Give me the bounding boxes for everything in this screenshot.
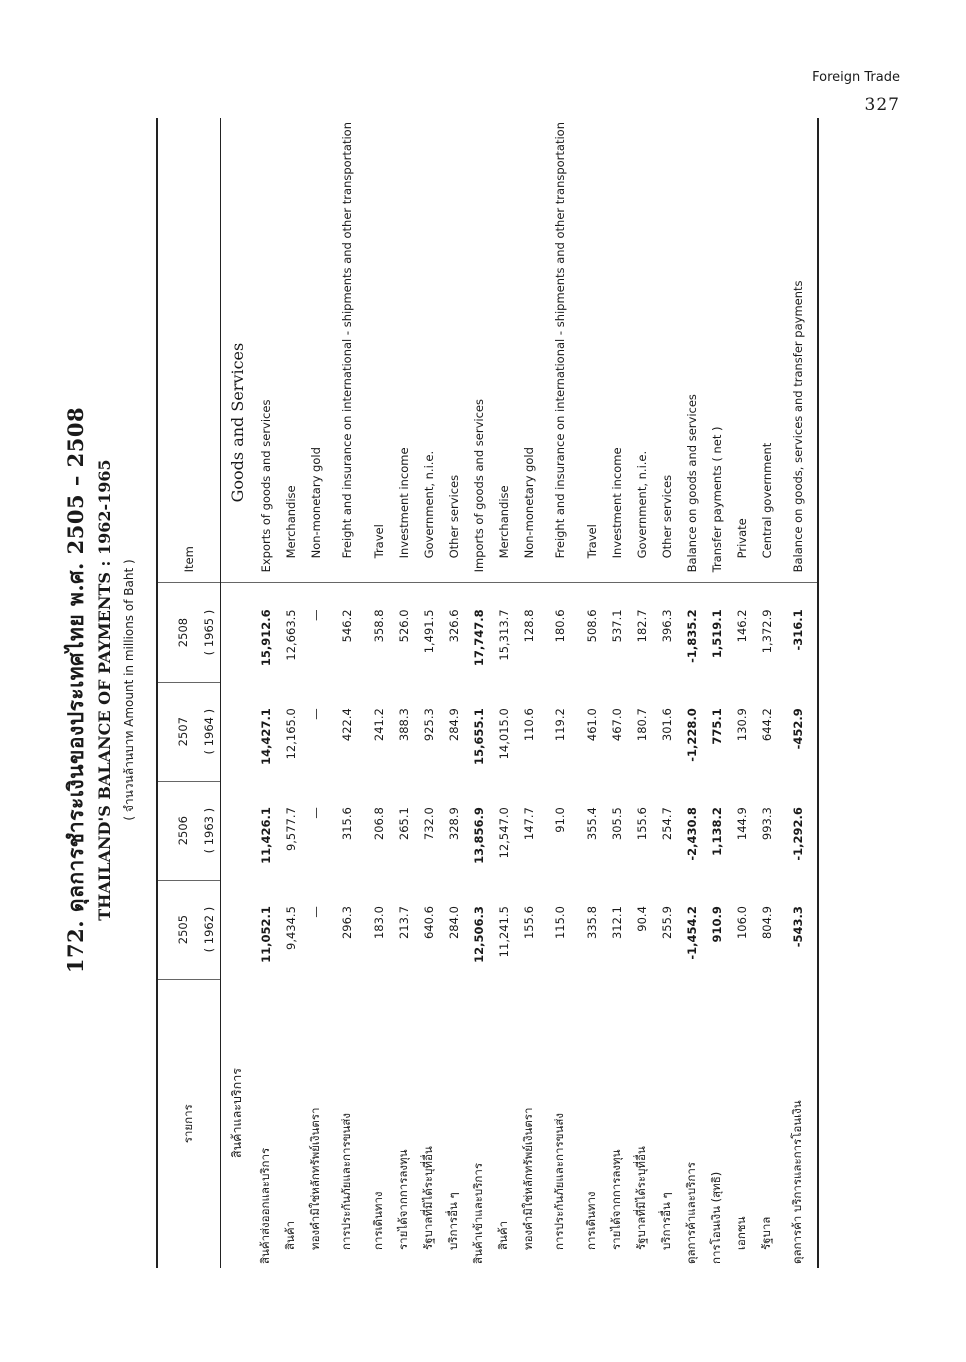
row-label-english: Government, n.i.e. — [416, 118, 441, 583]
cell-value: 14,015.0 — [496, 708, 511, 760]
cell-value: 335.8 — [584, 906, 599, 940]
column-header-english: Item — [157, 118, 221, 583]
cell-value: 358.8 — [371, 609, 386, 643]
row-label-english: Non-monetary gold — [303, 118, 328, 583]
row-label-english: Investment income — [391, 118, 416, 583]
cell-value: 241.2 — [371, 708, 386, 742]
cell-value: -1,292.6 — [779, 781, 818, 880]
cell-value: 11,052.1 — [258, 906, 273, 963]
cell-value: 115.0 — [553, 906, 567, 940]
row-label-english: Exports of goods and services — [253, 118, 278, 583]
row-label-english: Freight and insurance on international - shipments and other transportation — [541, 118, 579, 583]
cell-value: 106.0 — [734, 906, 749, 940]
year-be: 2508 — [176, 617, 190, 648]
row-label-thai: ทองคำมิใช่หลักทรัพย์เงินตรา — [307, 1107, 322, 1250]
year-be: 2506 — [176, 815, 190, 846]
cell-value: 284.9 — [446, 708, 461, 742]
table-row — [466, 118, 491, 1268]
cell-value: 9,577.7 — [283, 807, 298, 852]
cell-value: 213.7 — [396, 906, 411, 940]
row-label-thai: รัฐบาล — [758, 1216, 773, 1250]
cell-value: 284.0 — [446, 906, 461, 940]
cell-value: 90.4 — [634, 906, 649, 932]
cell-value: 640.6 — [421, 906, 436, 940]
cell-value: 508.6 — [584, 609, 599, 643]
cell-value: 13,856.9 — [471, 807, 486, 864]
column-header-thai: รายการ — [157, 979, 221, 1268]
column-header-year-4 — [157, 583, 221, 682]
cell-value: 255.9 — [659, 906, 674, 940]
row-label-thai: รายได้จากการลงทุน — [395, 1149, 410, 1250]
cell-value: 183.0 — [371, 906, 386, 940]
year-ce: ( 1964 ) — [202, 708, 216, 755]
table-row — [679, 118, 704, 1268]
cell-value: -452.9 — [779, 682, 818, 781]
column-header-year-2 — [157, 781, 221, 880]
cell-value: 301.6 — [659, 708, 674, 742]
row-label-english: Travel — [579, 118, 604, 583]
cell-value: 732.0 — [421, 807, 436, 841]
row-label-english: Non-monetary gold — [516, 118, 541, 583]
cell-value: 12,547.0 — [496, 807, 511, 859]
cell-value: 910.9 — [709, 906, 724, 943]
row-label-english: Balance on goods and services — [679, 118, 704, 583]
cell-value: 147.7 — [521, 807, 536, 841]
title-thai: 172. ดุลการชำระเงินของประเทศไทย พ.ศ. 2505 – 2508 — [63, 406, 88, 974]
table-row — [416, 118, 441, 1268]
row-label-english: Other services — [441, 118, 466, 583]
row-label-english: Freight and insurance on international - shipments and other transportation — [328, 118, 366, 583]
section-title: Foreign Trade — [812, 70, 900, 85]
row-label-thai: ดุลการค้า บริการและการโอนเงิน — [779, 979, 818, 1268]
cell-value: 355.4 — [584, 807, 599, 841]
cell-value: 182.7 — [634, 609, 649, 643]
cell-value: 9,434.5 — [283, 906, 298, 950]
row-label-thai: การประกันภัยและการขนส่ง — [552, 1113, 566, 1250]
cell-value: — — [308, 609, 323, 621]
year-ce: ( 1965 ) — [202, 609, 216, 656]
table-row — [491, 118, 516, 1268]
cell-value: 328.9 — [446, 807, 461, 841]
row-label-thai: รัฐบาลที่มิได้ระบุที่อื่น — [420, 1146, 435, 1250]
row-label-english: Merchandise — [491, 118, 516, 583]
year-ce: ( 1962 ) — [202, 906, 216, 953]
cell-value: 804.9 — [759, 906, 774, 940]
cell-value: 11,241.5 — [496, 906, 511, 958]
table-title-block — [60, 80, 139, 1300]
cell-value: 128.8 — [521, 609, 536, 643]
row-label-thai: การโอนเงิน (สุทธิ) — [708, 1171, 723, 1264]
cell-value: 775.1 — [709, 708, 724, 745]
row-label-thai: สินค้า — [495, 1220, 510, 1250]
row-label-english: Other services — [654, 118, 679, 583]
table-row — [729, 118, 754, 1268]
row-label-thai: เอกชน — [733, 1216, 748, 1250]
cell-value: 312.1 — [609, 906, 624, 940]
cell-value: -2,430.8 — [684, 807, 699, 861]
row-label-thai: ดุลการค้าและบริการ — [683, 1162, 698, 1264]
table-row — [391, 118, 416, 1268]
table-body — [221, 118, 819, 1268]
row-label-thai: บริการอื่น ๆ — [658, 1192, 673, 1250]
cell-value: 265.1 — [396, 807, 411, 841]
column-header-year-1 — [157, 880, 221, 979]
cell-value: 144.9 — [734, 807, 749, 841]
header-row — [157, 118, 221, 1268]
cell-value: 537.1 — [609, 609, 624, 643]
cell-value: 1,491.5 — [421, 609, 436, 654]
row-label-thai: การประกันภัยและการขนส่ง — [339, 1113, 353, 1250]
cell-value: 15,313.7 — [496, 609, 511, 661]
row-label-thai: การเดินทาง — [370, 1191, 385, 1250]
unit-note: ( จำนวนล้านบาท Amount in millions of Baht ) — [122, 559, 136, 821]
cell-value: 12,506.3 — [471, 906, 486, 963]
cell-value: -1,454.2 — [684, 906, 699, 960]
row-label-english: Investment income — [604, 118, 629, 583]
year-be: 2505 — [176, 914, 190, 945]
cell-value: 155.6 — [521, 906, 536, 940]
cell-value: 15,912.6 — [258, 609, 273, 667]
table-row — [704, 118, 729, 1268]
table-row — [629, 118, 654, 1268]
row-label-thai: รัฐบาลที่มิได้ระบุที่อื่น — [633, 1146, 648, 1250]
cell-value: 254.7 — [659, 807, 674, 841]
page-number: 327 — [864, 95, 900, 115]
cell-value: 180.6 — [553, 609, 567, 643]
row-label-thai: สินค้าเข้าและบริการ — [470, 1163, 485, 1264]
cell-value: 546.2 — [340, 609, 354, 643]
row-label-english: Transfer payments ( net ) — [704, 118, 729, 583]
table-row — [779, 118, 818, 1268]
cell-value: 11,426.1 — [258, 807, 273, 864]
cell-value: -543.3 — [779, 880, 818, 979]
cell-value: 1,138.2 — [709, 807, 724, 856]
table-row — [754, 118, 779, 1268]
row-label-thai: ทองคำมิใช่หลักทรัพย์เงินตรา — [520, 1107, 535, 1250]
cell-value: 110.6 — [521, 708, 536, 742]
cell-value: 296.3 — [340, 906, 354, 940]
table-row — [278, 118, 303, 1268]
title-english: THAILAND'S BALANCE OF PAYMENTS : 1962-1965 — [95, 459, 114, 921]
cell-value: 461.0 — [584, 708, 599, 742]
cell-value: 130.9 — [734, 708, 749, 742]
row-label-english: Private — [729, 118, 754, 583]
table-row — [441, 118, 466, 1268]
cell-value: 180.7 — [634, 708, 649, 742]
column-header-year-3 — [157, 682, 221, 781]
row-label-thai: การเดินทาง — [583, 1191, 598, 1250]
cell-value: 15,655.1 — [471, 708, 486, 765]
row-label-english: Goods and Services — [221, 118, 254, 583]
cell-value: 146.2 — [734, 609, 749, 643]
cell-value: 326.6 — [446, 609, 461, 643]
rotated-table-page — [60, 80, 910, 1300]
cell-value: -1,835.2 — [684, 609, 699, 663]
table-row — [579, 118, 604, 1268]
cell-value: 925.3 — [421, 708, 436, 742]
cell-value — [221, 682, 254, 781]
table-row — [654, 118, 679, 1268]
table-row — [303, 118, 328, 1268]
row-label-english: Government, n.i.e. — [629, 118, 654, 583]
row-label-english: Imports of goods and services — [466, 118, 491, 583]
row-label-english: Merchandise — [278, 118, 303, 583]
row-label-thai: สินค้าและบริการ — [229, 1068, 244, 1158]
table-row — [516, 118, 541, 1268]
row-label-thai: บริการอื่น ๆ — [445, 1192, 460, 1250]
cell-value — [221, 583, 254, 682]
row-label-english: Central government — [754, 118, 779, 583]
year-ce: ( 1963 ) — [202, 807, 216, 854]
cell-value: -1,228.0 — [684, 708, 699, 762]
cell-value: — — [308, 807, 323, 819]
cell-value: 1,372.9 — [759, 609, 774, 654]
cell-value: 17,747.8 — [471, 609, 486, 667]
table-row — [541, 118, 579, 1268]
cell-value: 422.4 — [340, 708, 354, 742]
row-label-thai: สินค้าส่งออกและบริการ — [257, 1147, 272, 1264]
cell-value: 396.3 — [659, 609, 674, 643]
balance-of-payments-table — [156, 118, 819, 1268]
cell-value: 12,165.0 — [283, 708, 298, 760]
cell-value: 526.0 — [396, 609, 411, 643]
table-row — [221, 118, 254, 1268]
cell-value: 993.3 — [759, 807, 774, 841]
row-label-thai: สินค้า — [282, 1220, 297, 1250]
cell-value: 91.0 — [553, 807, 567, 833]
cell-value: 14,427.1 — [258, 708, 273, 765]
cell-value: 305.5 — [609, 807, 624, 841]
row-label-english: Travel — [366, 118, 391, 583]
cell-value: -316.1 — [779, 583, 818, 682]
cell-value: 155.6 — [634, 807, 649, 841]
table-row — [366, 118, 391, 1268]
cell-value: 12,663.5 — [283, 609, 298, 661]
table-row — [328, 118, 366, 1268]
row-label-english: Balance on goods, services and transfer payments — [779, 118, 818, 583]
cell-value: 388.3 — [396, 708, 411, 742]
cell-value: 315.6 — [340, 807, 354, 841]
cell-value: 644.2 — [759, 708, 774, 742]
cell-value: 119.2 — [553, 708, 567, 742]
table-row — [604, 118, 629, 1268]
table-row — [253, 118, 278, 1268]
cell-value — [221, 781, 254, 880]
cell-value — [221, 880, 254, 979]
cell-value: 467.0 — [609, 708, 624, 742]
year-be: 2507 — [176, 717, 190, 747]
cell-value: 1,519.1 — [709, 609, 724, 659]
cell-value: — — [308, 708, 323, 720]
row-label-thai: รายได้จากการลงทุน — [608, 1149, 623, 1250]
cell-value: 206.8 — [371, 807, 386, 841]
cell-value: — — [308, 906, 323, 918]
